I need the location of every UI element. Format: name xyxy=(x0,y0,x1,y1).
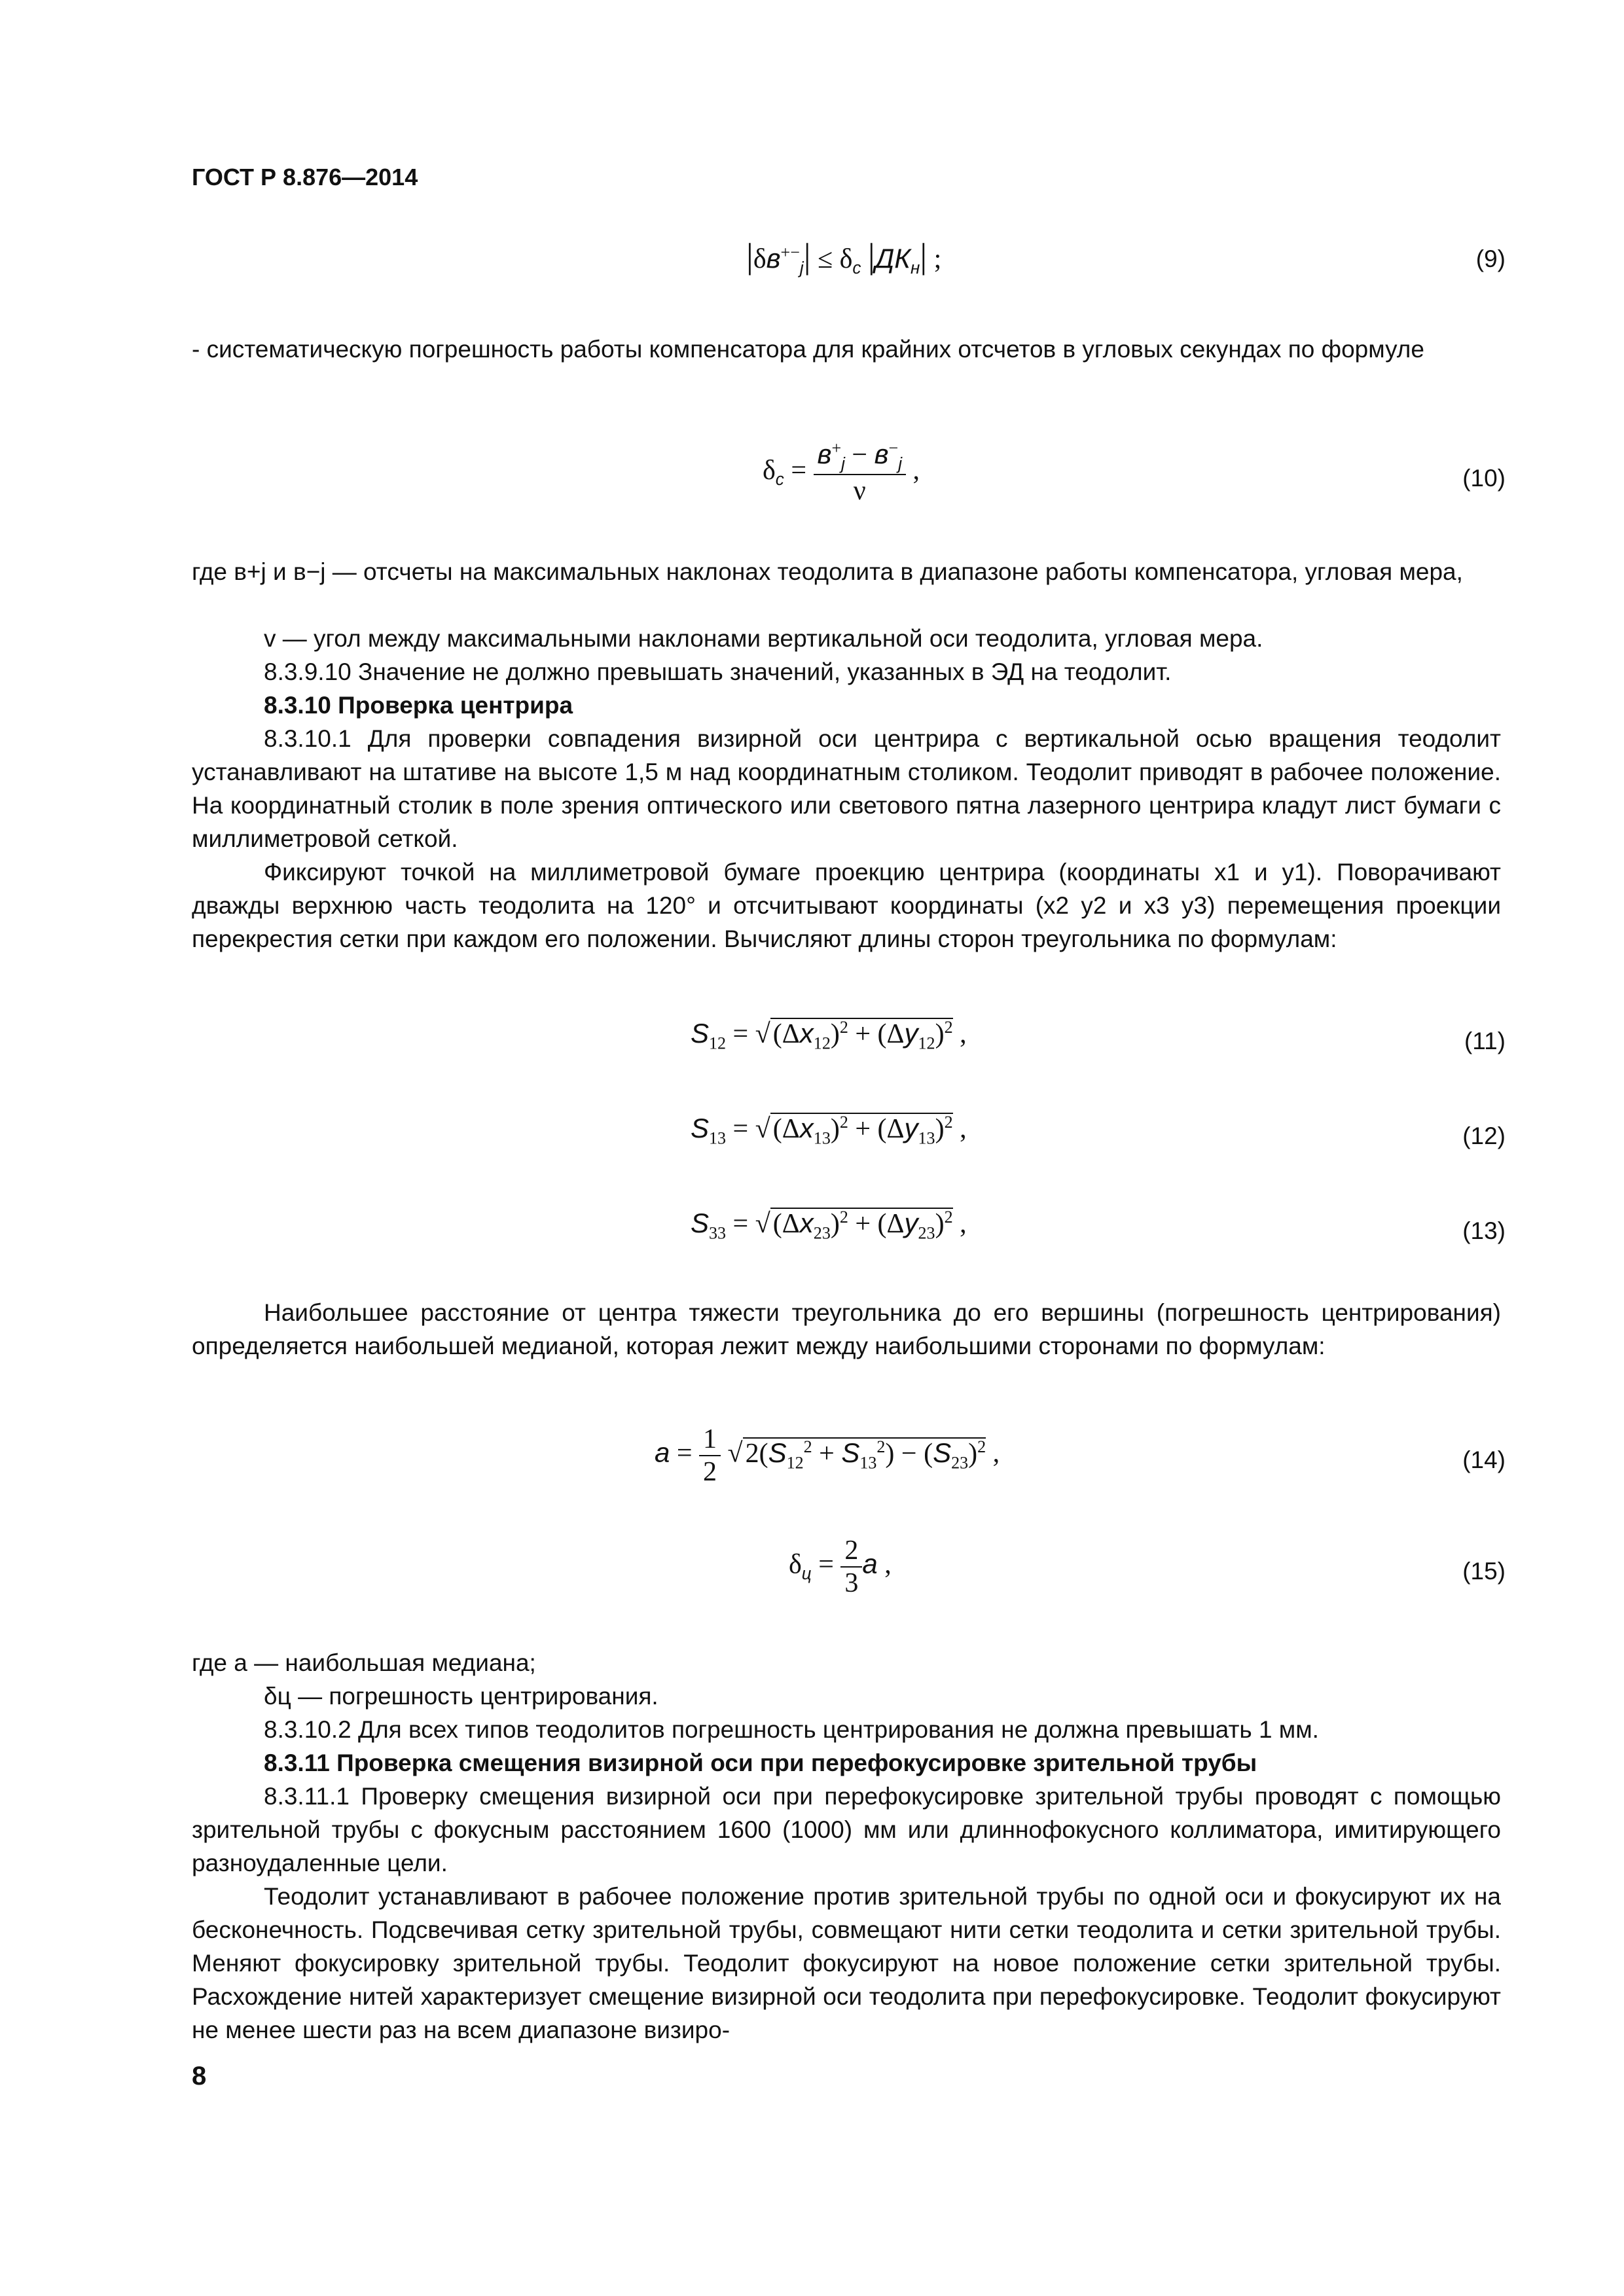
formula-13: $S_{33} = √(\Delta x_{23})^2 + (\Delta y_{23})^2$ , xyxy=(691,1208,967,1243)
paragraph-8-3-11-1: 8.3.11.1 Проверку смещения визирной оси при перефокусировке зрительной трубы проводят с помощью зрительной трубы с фокусным расстоянием 1600 (1000) мм или длиннофокусного коллиматора, имитирующего разноудаленные цели. xyxy=(192,1783,1501,1876)
formula-9: $|\delta в^{+-}_j| \le \delta_c$ $|ДК_н|$ ; xyxy=(746,236,942,278)
paragraph-greatest-distance: Наибольшее расстояние от центра тяжести треугольника до его вершины (погрешность центрирования) определяется наибольшей медианой, которая лежит между наибольшими сторонами по формулам: xyxy=(192,1299,1501,1359)
paragraph-where-a: где a — наибольшая медиана; xyxy=(192,1649,536,1676)
formula-12: $S_{13} = √(\Delta x_{13})^2 + (\Delta y_{13})^2$ , xyxy=(691,1113,967,1148)
equation-number-10: (10) xyxy=(1462,465,1506,492)
section-heading-8-3-11: 8.3.11 Проверка смещения визирной оси при перефокусировке зрительной трубы xyxy=(264,1749,1257,1776)
formula-15: $\delta_ц$ = $\frac{2}{3}$ a , xyxy=(789,1535,892,1598)
formula-11: $S_{12} = √(\Delta x_{12})^2 + (\Delta y_{12})^2$ , xyxy=(691,1018,967,1053)
paragraph-systematic: - систематическую погрешность работы компенсатора для крайних отсчетов в угловых секундах по формуле xyxy=(192,336,1424,363)
equation-number-11: (11) xyxy=(1464,1028,1506,1054)
paragraph-theodolite-setup: Теодолит устанавливают в рабочее положение против зрительной трубы по одной оси и фокусируют их на бесконечность. Подсвечивая сетку зрительной трубы, совмещают нити сетки теодолита и сетки зрительной трубы. Меняют фокусировку зрительной трубы. Теодолит фокусируют на новое положение сетки зрительной трубы. Расхождение нитей характеризует смещение визирной оси теодолита при перефокусировке. Теодолит фокусируют не менее шести раз на всем диапазоне визиро- xyxy=(192,1883,1501,2043)
equation-number-12: (12) xyxy=(1462,1122,1506,1149)
section-heading-8-3-10: 8.3.10 Проверка центрира xyxy=(264,692,573,719)
equation-number-13: (13) xyxy=(1462,1217,1506,1244)
paragraph-8-3-10-1: 8.3.10.1 Для проверки совпадения визирной оси центрира с вертикальной осью вращения теодолит устанавливают на штативе на высоте 1,5 м над координатным столиком. Теодолит приводят в рабочее положение. На координатный столик в поле зрения оптического или светового пятна лазерного центрира кладут лист бумаги с миллиметровой сеткой. xyxy=(192,725,1501,852)
paragraph-v-angle: v — угол между максимальными наклонами вертикальной оси теодолита, угловая мера. xyxy=(264,625,1263,652)
equation-number-14: (14) xyxy=(1462,1446,1506,1473)
paragraph-8-3-10-2: 8.3.10.2 Для всех типов теодолитов погрешность центрирования не должна превышать 1 мм. xyxy=(264,1716,1319,1743)
equation-number-15: (15) xyxy=(1462,1558,1506,1585)
equation-number-9: (9) xyxy=(1475,245,1506,272)
formula-10: $\delta_c$ = $\frac{в^+_j - в^-_j}{\nu}$ , xyxy=(763,439,920,507)
paragraph-fixation: Фиксируют точкой на миллиметровой бумаге проекцию центрира (координаты x1 и y1). Поворачивают дважды верхнюю часть теодолита на 120° и отсчитывают координаты (x2 y2 и x3 y3) перемещения проекции перекрестия сетки при каждом его положении. Вычисляют длины сторон треугольника по формулам: xyxy=(192,859,1501,952)
standard-header: ГОСТ Р 8.876—2014 xyxy=(192,164,418,190)
page-number: 8 xyxy=(192,2062,207,2090)
paragraph-8-3-9-10: 8.3.9.10 Значение не должно превышать значений, указанных в ЭД на теодолит. xyxy=(264,658,1172,685)
formula-14: a = $\frac{1}{2}$ $√2(S_{12}^2 + S_{13}^2) - (S_{23})^2$ , xyxy=(655,1424,1000,1487)
paragraph-where-v: где в+j и в−j — отсчеты на максимальных наклонах теодолита в диапазоне работы компенсатора, угловая мера, xyxy=(192,558,1463,585)
paragraph-delta-centering: δц — погрешность центрирования. xyxy=(264,1683,659,1710)
